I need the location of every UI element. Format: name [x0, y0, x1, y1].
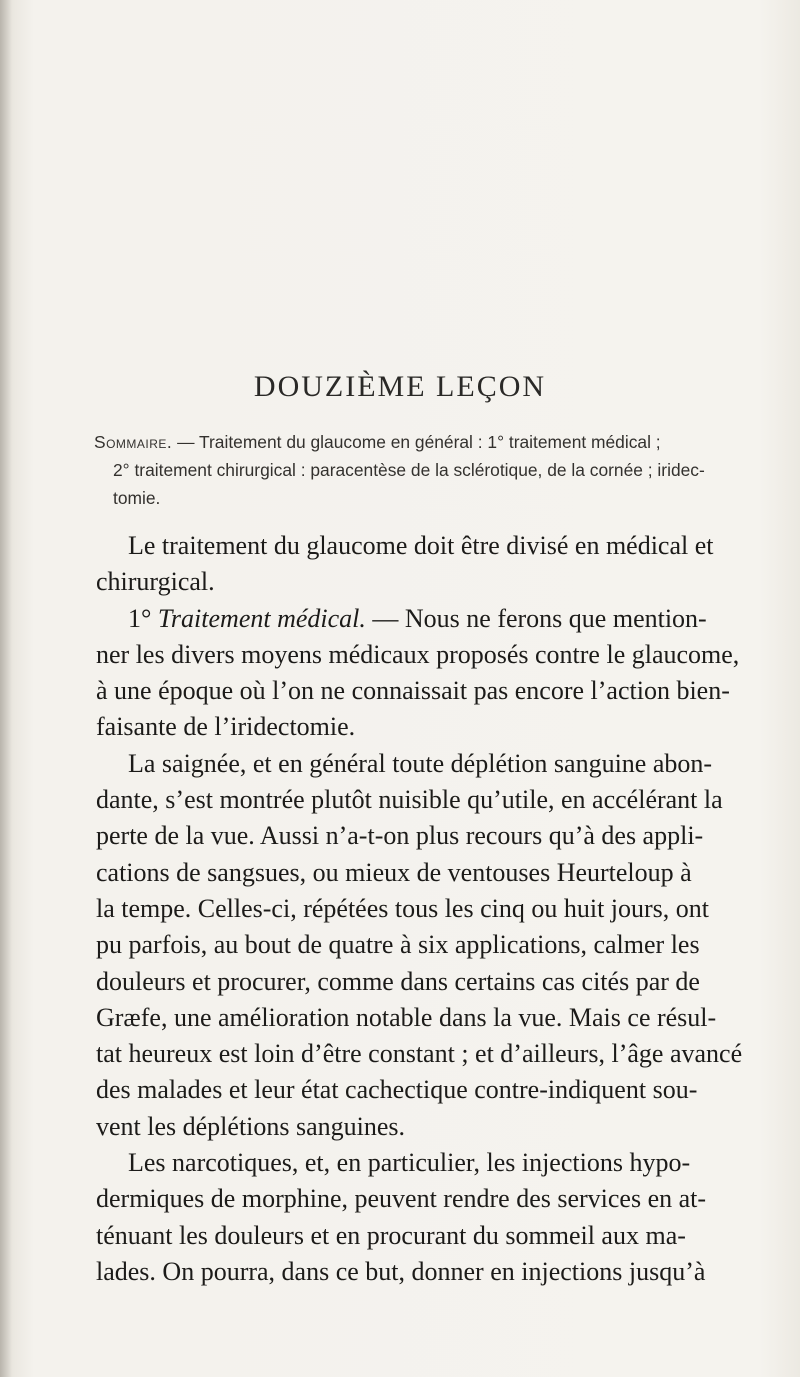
body-line: dante, s’est montrée plutôt nuisible qu’utile, en accélérant la — [96, 785, 723, 815]
body-line: perte de la vue. Aussi n’a-t-on plus recours qu’à des appli- — [96, 821, 704, 851]
body-line: douleurs et procurer, comme dans certains cas cités par de — [96, 966, 700, 996]
section-text: — Nous ne ferons que mention- — [365, 603, 707, 633]
page-gutter-shadow — [0, 0, 12, 1377]
body-line: Les narcotiques, et, en particulier, les injections hypo- — [128, 1148, 691, 1178]
summary-text-1: — Traitement du glaucome en général : 1° traitement médical ; — [177, 432, 661, 452]
body-line: faisante de l’iridectomie. — [96, 712, 356, 742]
body-line: chirurgical. — [96, 567, 215, 597]
section-number: 1° — [128, 603, 158, 633]
body-line: cations de sangsues, ou mieux de ventouses Heurteloup à — [96, 857, 692, 887]
body-line: Le traitement du glaucome doit être divisé en médical et — [128, 531, 714, 560]
body-line: des malades et leur état cachectique contre-indiquent sou- — [96, 1075, 698, 1105]
body-line — [96, 601, 796, 637]
body-line: ténuant les douleurs et en procurant du sommeil aux ma- — [96, 1220, 686, 1250]
body-line: La saignée, et en général toute déplétion sanguine abon- — [128, 748, 713, 778]
body-line: la tempe. Celles-ci, répétées tous les cinq ou huit jours, ont — [96, 893, 710, 923]
summary-line-3: tomie. — [113, 488, 161, 508]
body-line: ner les divers moyens médicaux proposés contre le glaucome, — [96, 639, 740, 669]
summary-line-2: 2° traitement chirurgical : paracentèse de la sclérotique, de la cornée ; iridec- — [113, 460, 705, 480]
summary-label: Sommaire. — [94, 432, 173, 452]
body-text — [96, 528, 796, 1290]
body-line: à une époque où l’on ne connaissait pas encore l’action bien- — [96, 676, 730, 706]
body-line: tat heureux est loin d’être constant ; et d’ailleurs, l’âge avancé — [96, 1039, 743, 1069]
body-line: pu parfois, au bout de quatre à six applications, calmer les — [96, 930, 700, 960]
chapter-title: DOUZIÈME LEÇON — [253, 370, 547, 403]
body-line: Græfe, une amélioration notable dans la vue. Mais ce résul- — [96, 1002, 717, 1032]
summary-line-1 — [94, 428, 794, 456]
chapter-summary — [94, 428, 794, 512]
body-line: vent les déplétions sanguines. — [96, 1111, 406, 1141]
section-heading: Traitement médical. — [157, 603, 366, 633]
body-line: lades. On pourra, dans ce but, donner en injections jusqu’à — [96, 1256, 706, 1286]
body-line: dermiques de morphine, peuvent rendre des services en at- — [96, 1184, 707, 1214]
